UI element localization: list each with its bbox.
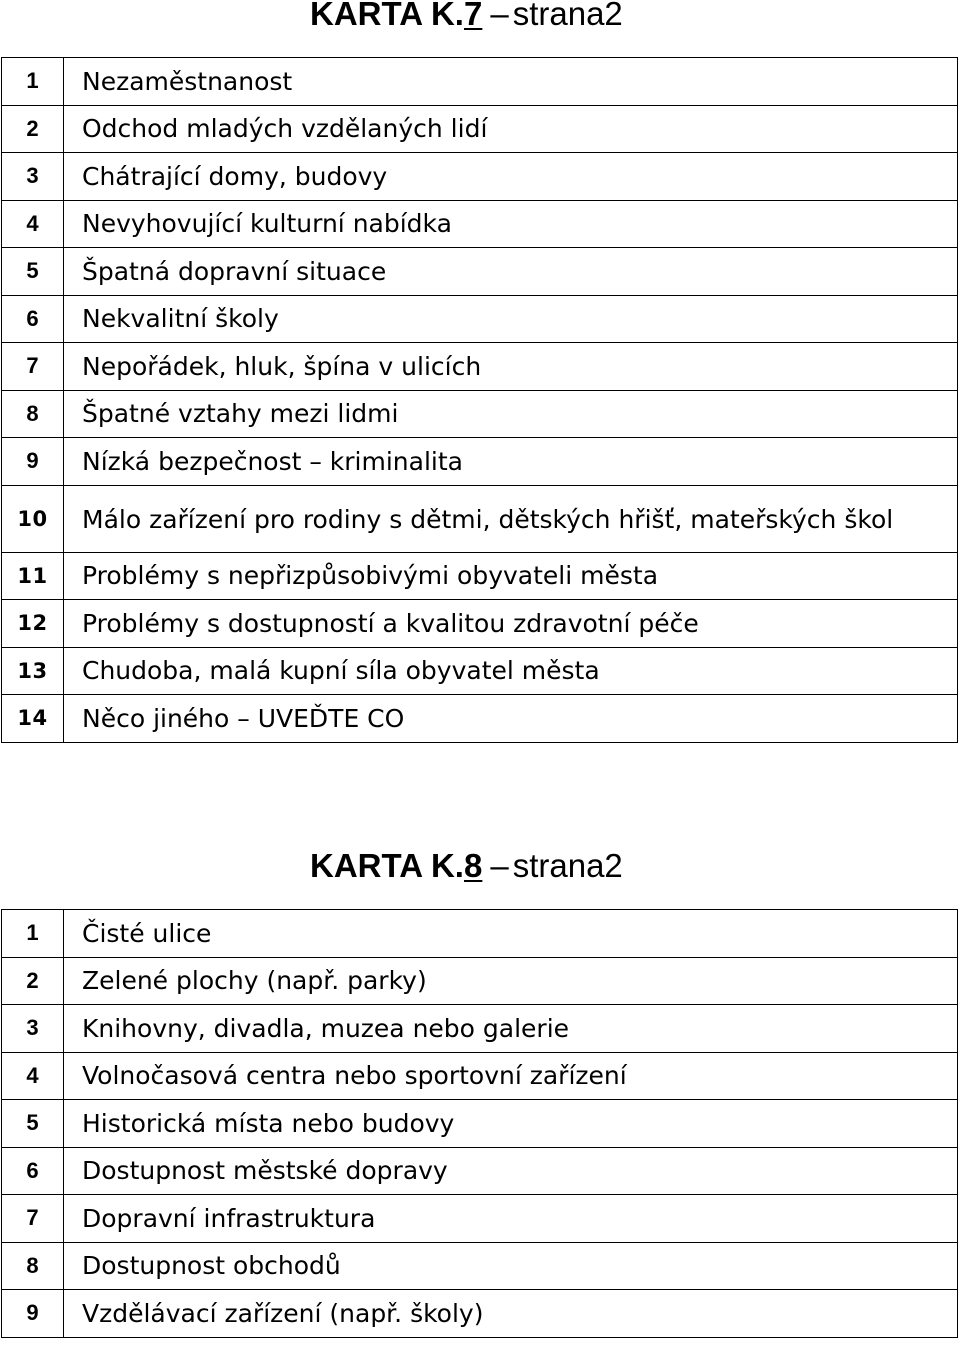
card-number: 7 bbox=[463, 0, 483, 32]
item-number: 8 bbox=[2, 1242, 64, 1290]
item-text: Historická místa nebo budovy bbox=[64, 1100, 958, 1148]
heading-dash: – bbox=[490, 0, 509, 32]
table-row bbox=[2, 248, 958, 296]
table-row bbox=[2, 552, 958, 600]
item-number: 3 bbox=[2, 1005, 64, 1053]
table-row bbox=[2, 58, 958, 106]
item-number: 5 bbox=[2, 248, 64, 296]
page-label: strana2 bbox=[512, 847, 623, 884]
item-text: Dostupnost městské dopravy bbox=[64, 1147, 958, 1195]
table-row bbox=[2, 485, 958, 552]
card-heading-k8 bbox=[310, 849, 623, 882]
item-number: 3 bbox=[2, 153, 64, 201]
item-text: Vzdělávací zařízení (např. školy) bbox=[64, 1290, 958, 1338]
table-row bbox=[2, 647, 958, 695]
table-row bbox=[2, 1052, 958, 1100]
item-text: Zelené plochy (např. parky) bbox=[64, 957, 958, 1005]
table-row bbox=[2, 910, 958, 958]
item-number: 11 bbox=[2, 552, 64, 600]
item-number: 12 bbox=[2, 600, 64, 648]
item-text: Chudoba, malá kupní síla obyvatel města bbox=[64, 647, 958, 695]
table-row bbox=[2, 153, 958, 201]
item-text: Odchod mladých vzdělaných lidí bbox=[64, 105, 958, 153]
table-row bbox=[2, 600, 958, 648]
item-text: Nevyhovující kulturní nabídka bbox=[64, 200, 958, 248]
card-label: KARTA K. bbox=[310, 847, 464, 884]
item-text: Problémy s nepřizpůsobivými obyvateli města bbox=[64, 552, 958, 600]
table-row bbox=[2, 105, 958, 153]
item-text: Knihovny, divadla, muzea nebo galerie bbox=[64, 1005, 958, 1053]
card-label: KARTA K. bbox=[310, 0, 464, 32]
item-number: 6 bbox=[2, 1147, 64, 1195]
card-number: 8 bbox=[463, 847, 483, 884]
item-number: 6 bbox=[2, 295, 64, 343]
item-number: 1 bbox=[2, 58, 64, 106]
item-text: Nízká bezpečnost – kriminalita bbox=[64, 438, 958, 486]
item-text: Málo zařízení pro rodiny s dětmi, dětských hřišť, mateřských škol bbox=[64, 485, 958, 552]
item-number: 13 bbox=[2, 647, 64, 695]
table-row bbox=[2, 200, 958, 248]
item-text: Špatné vztahy mezi lidmi bbox=[64, 390, 958, 438]
table-row bbox=[2, 1290, 958, 1338]
card-title bbox=[310, 0, 482, 32]
item-text: Něco jiného – UVEĎTE CO bbox=[64, 695, 958, 743]
item-number: 14 bbox=[2, 695, 64, 743]
item-text: Nezaměstnanost bbox=[64, 58, 958, 106]
item-number: 7 bbox=[2, 343, 64, 391]
table-row bbox=[2, 1242, 958, 1290]
item-text: Problémy s dostupností a kvalitou zdravotní péče bbox=[64, 600, 958, 648]
item-number: 2 bbox=[2, 105, 64, 153]
table-row bbox=[2, 438, 958, 486]
table-row bbox=[2, 695, 958, 743]
item-text: Volnočasová centra nebo sportovní zařízení bbox=[64, 1052, 958, 1100]
item-text: Dopravní infrastruktura bbox=[64, 1195, 958, 1243]
table-row bbox=[2, 390, 958, 438]
table-row bbox=[2, 1147, 958, 1195]
item-text: Chátrající domy, budovy bbox=[64, 153, 958, 201]
problems-list-table bbox=[1, 57, 958, 743]
table-row bbox=[2, 295, 958, 343]
heading-dash: – bbox=[490, 847, 509, 884]
card-title bbox=[310, 847, 482, 884]
table-row bbox=[2, 343, 958, 391]
item-number: 10 bbox=[2, 485, 64, 552]
table-row bbox=[2, 1100, 958, 1148]
item-number: 8 bbox=[2, 390, 64, 438]
item-number: 5 bbox=[2, 1100, 64, 1148]
amenities-list-table bbox=[1, 909, 958, 1338]
item-number: 4 bbox=[2, 200, 64, 248]
item-number: 9 bbox=[2, 1290, 64, 1338]
item-text: Špatná dopravní situace bbox=[64, 248, 958, 296]
item-number: 2 bbox=[2, 957, 64, 1005]
table-row bbox=[2, 957, 958, 1005]
page-label: strana2 bbox=[512, 0, 623, 32]
item-text: Čisté ulice bbox=[64, 910, 958, 958]
item-number: 1 bbox=[2, 910, 64, 958]
card-heading-k7 bbox=[310, 0, 623, 30]
table-row bbox=[2, 1005, 958, 1053]
item-text: Nekvalitní školy bbox=[64, 295, 958, 343]
item-text: Dostupnost obchodů bbox=[64, 1242, 958, 1290]
item-number: 9 bbox=[2, 438, 64, 486]
item-number: 4 bbox=[2, 1052, 64, 1100]
item-text: Nepořádek, hluk, špína v ulicích bbox=[64, 343, 958, 391]
table-row bbox=[2, 1195, 958, 1243]
item-number: 7 bbox=[2, 1195, 64, 1243]
